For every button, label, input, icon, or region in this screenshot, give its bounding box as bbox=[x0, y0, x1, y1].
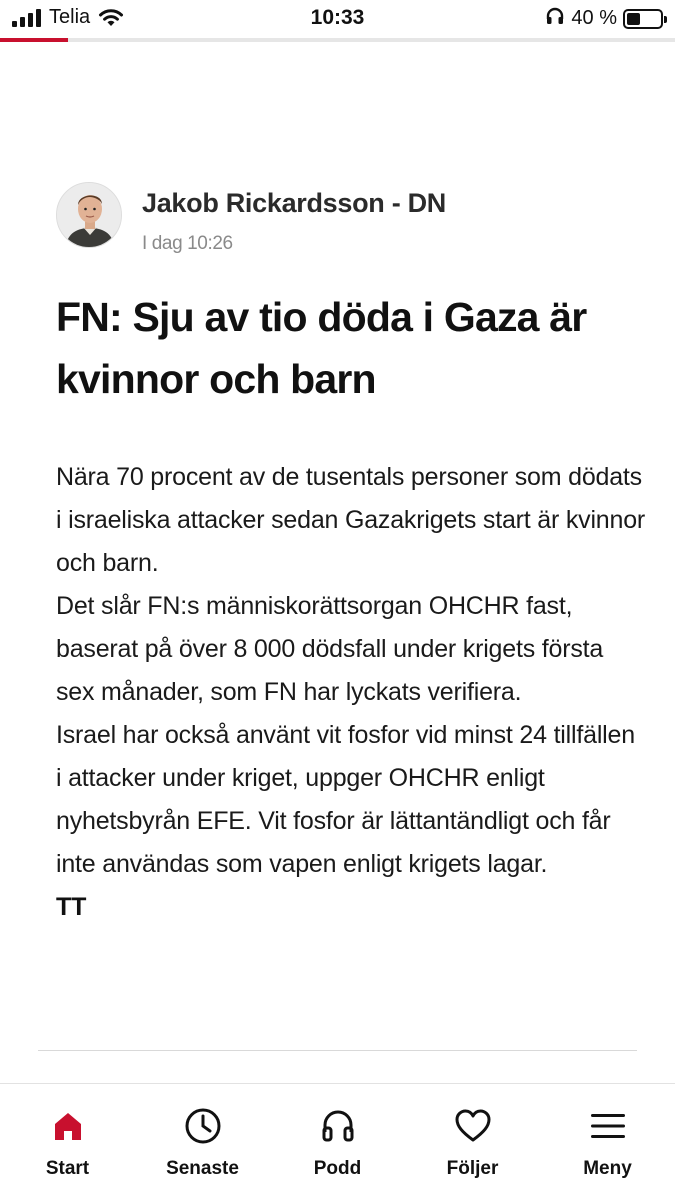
status-bar bbox=[0, 0, 675, 36]
article-paragraph: Nära 70 procent av de tusentals personer som dödats i israeliska attacker sedan Gazakrigets start är kvinnor och barn. bbox=[56, 463, 646, 577]
headphones-icon bbox=[320, 1106, 356, 1146]
published-time: I dag 10:26 bbox=[142, 233, 233, 254]
article-paragraph: Israel har också använt vit fosfor vid minst 24 tillfällen i attacker under kriget, uppger OHCHR enligt nyhetsbyrån EFE. Vit fosfor är lättantändligt och får inte användas som vapen enligt krigets lagar. bbox=[56, 721, 635, 878]
home-icon bbox=[51, 1106, 85, 1146]
author-block[interactable] bbox=[56, 182, 446, 255]
article-byline: TT bbox=[56, 893, 87, 921]
article-headline: FN: Sju av tio döda i Gaza är kvinnor och barn bbox=[56, 294, 587, 402]
article-paragraph: Det slår FN:s människorättsorgan OHCHR fast, baserat på över 8 000 dödsfall under krigets första sex månader, som FN har lyckats verifiera. bbox=[56, 592, 604, 706]
tab-senaste[interactable] bbox=[135, 1084, 270, 1200]
tab-label: Följer bbox=[446, 1158, 499, 1179]
menu-icon bbox=[590, 1106, 626, 1146]
tab-meny[interactable] bbox=[540, 1084, 675, 1200]
reading-progress-bar bbox=[0, 38, 675, 42]
article-body bbox=[56, 456, 646, 929]
tab-podd[interactable] bbox=[270, 1084, 405, 1200]
battery-percent: 40 % bbox=[571, 7, 617, 29]
tab-start[interactable] bbox=[0, 1084, 135, 1200]
headphones-status-icon bbox=[545, 6, 565, 31]
clock: 10:33 bbox=[310, 6, 365, 29]
tab-label: Start bbox=[45, 1158, 90, 1179]
tab-label: Meny bbox=[583, 1158, 632, 1179]
bottom-tab-bar bbox=[0, 1083, 675, 1200]
battery-icon bbox=[623, 9, 663, 29]
author-avatar[interactable] bbox=[56, 182, 122, 248]
clock-icon bbox=[184, 1106, 222, 1146]
carrier-name: Telia bbox=[49, 6, 91, 28]
heart-icon bbox=[454, 1106, 492, 1146]
tab-label: Podd bbox=[313, 1158, 362, 1179]
divider bbox=[38, 1050, 637, 1051]
tab-label: Senaste bbox=[166, 1158, 239, 1179]
author-name[interactable]: Jakob Rickardsson - DN bbox=[142, 188, 446, 218]
tab-foljer[interactable] bbox=[405, 1084, 540, 1200]
